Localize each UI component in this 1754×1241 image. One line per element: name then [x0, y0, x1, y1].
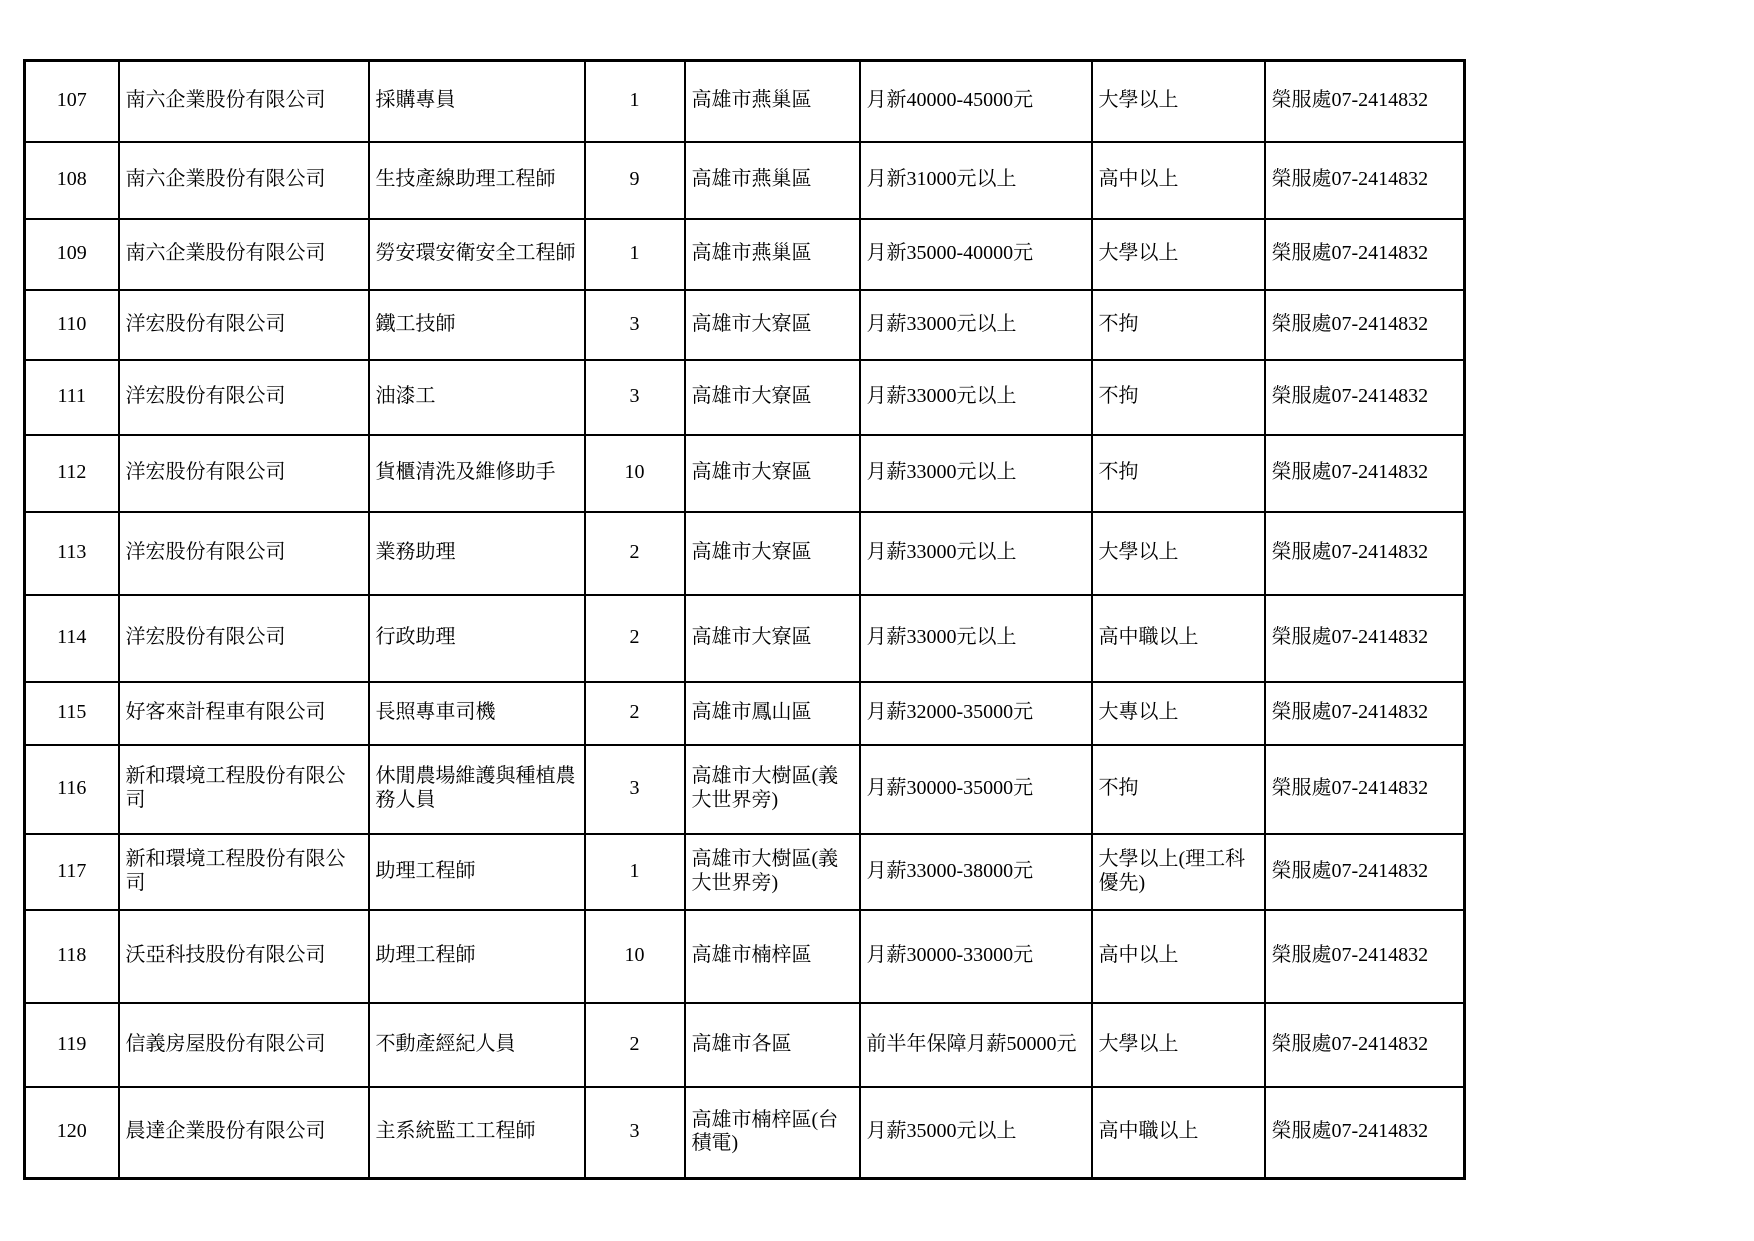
- cell-row-number: 114: [25, 595, 119, 682]
- cell-company: 洋宏股份有限公司: [119, 360, 369, 435]
- cell-row-number: 107: [25, 61, 119, 142]
- cell-row-number: 119: [25, 1003, 119, 1087]
- cell-openings: 1: [585, 61, 685, 142]
- cell-openings: 2: [585, 595, 685, 682]
- cell-salary: 月薪33000元以上: [860, 435, 1092, 512]
- cell-company: 新和環境工程股份有限公司: [119, 745, 369, 834]
- cell-education: 大學以上: [1092, 1003, 1265, 1087]
- cell-job-title: 長照專車司機: [369, 682, 585, 745]
- cell-contact: 榮服處07-2414832: [1265, 910, 1465, 1003]
- cell-location: 高雄市大寮區: [685, 290, 860, 360]
- cell-location: 高雄市楠梓區: [685, 910, 860, 1003]
- cell-education: 大專以上: [1092, 682, 1265, 745]
- table-row: [25, 142, 1465, 219]
- table-row: [25, 360, 1465, 435]
- cell-company: 晨達企業股份有限公司: [119, 1087, 369, 1179]
- cell-location: 高雄市楠梓區(台積電): [685, 1087, 860, 1179]
- cell-education: 高中以上: [1092, 910, 1265, 1003]
- cell-job-title: 油漆工: [369, 360, 585, 435]
- cell-job-title: 採購專員: [369, 61, 585, 142]
- cell-education: 高中以上: [1092, 142, 1265, 219]
- cell-salary: 月新40000-45000元: [860, 61, 1092, 142]
- cell-salary: 月薪30000-33000元: [860, 910, 1092, 1003]
- cell-education: 大學以上: [1092, 61, 1265, 142]
- cell-education: 不拘: [1092, 745, 1265, 834]
- cell-contact: 榮服處07-2414832: [1265, 512, 1465, 595]
- cell-job-title: 助理工程師: [369, 834, 585, 910]
- cell-contact: 榮服處07-2414832: [1265, 142, 1465, 219]
- cell-contact: 榮服處07-2414832: [1265, 290, 1465, 360]
- cell-row-number: 120: [25, 1087, 119, 1179]
- cell-contact: 榮服處07-2414832: [1265, 595, 1465, 682]
- table-row: [25, 682, 1465, 745]
- cell-row-number: 115: [25, 682, 119, 745]
- cell-education: 大學以上: [1092, 512, 1265, 595]
- cell-company: 南六企業股份有限公司: [119, 219, 369, 290]
- cell-education: 大學以上(理工科優先): [1092, 834, 1265, 910]
- cell-salary: 月薪33000元以上: [860, 290, 1092, 360]
- cell-company: 洋宏股份有限公司: [119, 512, 369, 595]
- cell-salary: 月薪35000元以上: [860, 1087, 1092, 1179]
- cell-salary: 前半年保障月薪50000元: [860, 1003, 1092, 1087]
- cell-row-number: 109: [25, 219, 119, 290]
- cell-education: 不拘: [1092, 435, 1265, 512]
- cell-location: 高雄市鳳山區: [685, 682, 860, 745]
- table-row: [25, 595, 1465, 682]
- table-row: [25, 61, 1465, 142]
- table-row: [25, 910, 1465, 1003]
- cell-salary: 月薪33000-38000元: [860, 834, 1092, 910]
- cell-job-title: 主系統監工工程師: [369, 1087, 585, 1179]
- cell-education: 不拘: [1092, 290, 1265, 360]
- cell-job-title: 貨櫃清洗及維修助手: [369, 435, 585, 512]
- table-row: [25, 512, 1465, 595]
- table-row: [25, 290, 1465, 360]
- cell-row-number: 108: [25, 142, 119, 219]
- cell-contact: 榮服處07-2414832: [1265, 834, 1465, 910]
- cell-openings: 10: [585, 910, 685, 1003]
- cell-location: 高雄市大寮區: [685, 512, 860, 595]
- cell-salary: 月薪33000元以上: [860, 595, 1092, 682]
- cell-education: 不拘: [1092, 360, 1265, 435]
- cell-company: 新和環境工程股份有限公司: [119, 834, 369, 910]
- cell-row-number: 113: [25, 512, 119, 595]
- cell-salary: 月新31000元以上: [860, 142, 1092, 219]
- cell-row-number: 112: [25, 435, 119, 512]
- cell-openings: 2: [585, 682, 685, 745]
- cell-openings: 10: [585, 435, 685, 512]
- table-row: [25, 1003, 1465, 1087]
- cell-job-title: 鐵工技師: [369, 290, 585, 360]
- cell-company: 洋宏股份有限公司: [119, 435, 369, 512]
- cell-salary: 月薪32000-35000元: [860, 682, 1092, 745]
- cell-job-title: 助理工程師: [369, 910, 585, 1003]
- cell-contact: 榮服處07-2414832: [1265, 360, 1465, 435]
- cell-row-number: 118: [25, 910, 119, 1003]
- cell-company: 好客來計程車有限公司: [119, 682, 369, 745]
- table-row: [25, 435, 1465, 512]
- cell-job-title: 業務助理: [369, 512, 585, 595]
- cell-location: 高雄市大樹區(義大世界旁): [685, 834, 860, 910]
- cell-location: 高雄市大寮區: [685, 360, 860, 435]
- cell-job-title: 生技產線助理工程師: [369, 142, 585, 219]
- cell-salary: 月新35000-40000元: [860, 219, 1092, 290]
- cell-contact: 榮服處07-2414832: [1265, 745, 1465, 834]
- cell-education: 高中職以上: [1092, 1087, 1265, 1179]
- cell-company: 南六企業股份有限公司: [119, 142, 369, 219]
- cell-company: 信義房屋股份有限公司: [119, 1003, 369, 1087]
- cell-location: 高雄市大寮區: [685, 595, 860, 682]
- table-row: [25, 834, 1465, 910]
- cell-row-number: 116: [25, 745, 119, 834]
- cell-location: 高雄市大寮區: [685, 435, 860, 512]
- cell-company: 南六企業股份有限公司: [119, 61, 369, 142]
- cell-location: 高雄市大樹區(義大世界旁): [685, 745, 860, 834]
- cell-openings: 3: [585, 360, 685, 435]
- cell-location: 高雄市各區: [685, 1003, 860, 1087]
- cell-openings: 2: [585, 1003, 685, 1087]
- cell-contact: 榮服處07-2414832: [1265, 1003, 1465, 1087]
- cell-contact: 榮服處07-2414832: [1265, 435, 1465, 512]
- job-listings-table: [23, 59, 1466, 1180]
- cell-row-number: 117: [25, 834, 119, 910]
- cell-location: 高雄市燕巢區: [685, 142, 860, 219]
- cell-salary: 月薪33000元以上: [860, 512, 1092, 595]
- cell-education: 高中職以上: [1092, 595, 1265, 682]
- cell-job-title: 休閒農場維護與種植農務人員: [369, 745, 585, 834]
- cell-location: 高雄市燕巢區: [685, 61, 860, 142]
- cell-row-number: 111: [25, 360, 119, 435]
- cell-salary: 月薪30000-35000元: [860, 745, 1092, 834]
- cell-company: 洋宏股份有限公司: [119, 290, 369, 360]
- cell-contact: 榮服處07-2414832: [1265, 219, 1465, 290]
- cell-salary: 月薪33000元以上: [860, 360, 1092, 435]
- cell-openings: 1: [585, 834, 685, 910]
- cell-openings: 3: [585, 745, 685, 834]
- cell-openings: 2: [585, 512, 685, 595]
- cell-contact: 榮服處07-2414832: [1265, 682, 1465, 745]
- cell-job-title: 勞安環安衛安全工程師: [369, 219, 585, 290]
- cell-openings: 9: [585, 142, 685, 219]
- cell-education: 大學以上: [1092, 219, 1265, 290]
- cell-row-number: 110: [25, 290, 119, 360]
- cell-job-title: 不動產經紀人員: [369, 1003, 585, 1087]
- table-row: [25, 1087, 1465, 1179]
- cell-openings: 3: [585, 1087, 685, 1179]
- table-row: [25, 219, 1465, 290]
- cell-openings: 3: [585, 290, 685, 360]
- cell-job-title: 行政助理: [369, 595, 585, 682]
- cell-contact: 榮服處07-2414832: [1265, 1087, 1465, 1179]
- cell-openings: 1: [585, 219, 685, 290]
- cell-location: 高雄市燕巢區: [685, 219, 860, 290]
- cell-company: 洋宏股份有限公司: [119, 595, 369, 682]
- table-row: [25, 745, 1465, 834]
- cell-company: 沃亞科技股份有限公司: [119, 910, 369, 1003]
- cell-contact: 榮服處07-2414832: [1265, 61, 1465, 142]
